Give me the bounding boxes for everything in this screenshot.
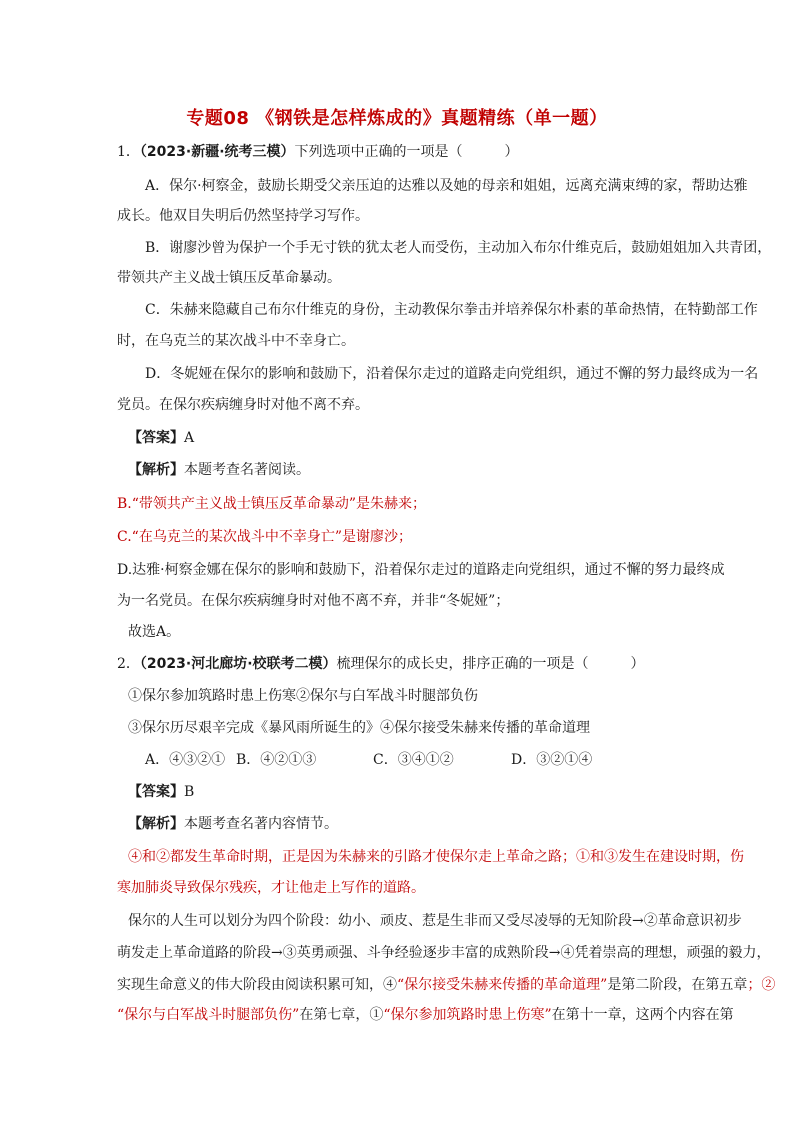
option-a-line-2: 成长。他双目失明后仍然坚持学习写作。 [117,208,369,224]
analysis-2-red-line-1: ④和②都发生革命时期，正是因为朱赫来的引路才使保尔走上革命之路；①和③发生在建设时期，伤 [128,849,744,865]
analysis-2-para-line-1: 保尔的人生可以划分为四个阶段：幼小、顽皮、惹是生非而又受尽凌辱的无知阶段→②革命意识初步 [128,913,742,929]
answer-value: A [184,430,195,446]
analysis-label: 【解析】 [128,462,184,478]
para-text: 在第十一章，这两个内容在第 [551,1007,734,1023]
analysis-2-red-line-2: 寒加肺炎导致保尔残疾，才让他走上写作的道路。 [117,880,425,896]
explanation-b: B.“带领共产主义战士镇压反革命暴动”是朱赫来； [117,496,427,512]
question-1-stem [117,142,519,162]
question-text: 梳理保尔的成长史，排序正确的一项是（ ） [336,656,645,672]
answer-2 [128,782,194,802]
analysis-2-para-line-2: 萌发走上革命道路的阶段→③英勇顽强、斗争经验逐步丰富的成熟阶段→④凭着崇高的理想，顽强的毅力， [117,945,771,961]
question-2-options [145,750,592,770]
page-title: 专题08 《钢铁是怎样炼成的》真题精练（单一题） [186,108,608,129]
option-c: C．③④①② [373,752,454,768]
question-2-stem [117,654,645,674]
option-c-line-1: C．朱赫来隐藏自己布尔什维克的身份，主动教保尔拳击并培养保尔朴素的革命热情，在特勤部工作 [145,302,758,318]
option-c-line-2: 时，在乌克兰的某次战斗中不幸身亡。 [117,333,355,349]
option-a-line-1: A．保尔·柯察金，鼓励长期受父亲压迫的达雅以及她的母亲和姐姐，远离充满束缚的家，帮助达雅 [145,178,748,194]
option-b-line-2: 带领共产主义战士镇压反革命暴动。 [117,270,341,286]
answer-1 [128,428,194,448]
analysis-label: 【解析】 [128,816,184,832]
option-d-line-2: 党员。在保尔疾病缠身时对他不离不弃。 [117,397,369,413]
conclusion-1: 故选A。 [128,624,181,640]
question-2-items-line-1: ①保尔参加筑路时患上伤寒②保尔与白军战斗时腿部负伤 [128,688,478,704]
analysis-2-para-line-4 [117,1005,734,1025]
option-b: B．④②①③ [236,752,317,768]
para-text: 在第七章，① [299,1007,384,1023]
question-source: （2023·河北廊坊·校联考二模） [139,656,337,672]
para-quote: “保尔接受朱赫来传播的革命道理” [397,977,608,993]
para-quote: “保尔参加筑路时患上伤寒” [383,1007,552,1023]
para-text: ；② [747,977,776,993]
explanation-c: C.“在乌克兰的某次战斗中不幸身亡”是谢廖沙； [117,529,412,545]
analysis-1 [128,460,310,480]
analysis-2-para-line-3 [117,975,775,995]
question-2-items-line-2: ③保尔历尽艰辛完成《暴风雨所诞生的》④保尔接受朱赫来传播的革命道理 [128,720,590,736]
question-source: （2023·新疆·统考三模） [139,144,295,160]
option-d: D．③②①④ [511,752,593,768]
explanation-d-line-2: 为一名党员。在保尔疾病缠身时对他不离不弃，并非“冬妮娅”； [117,593,510,609]
question-number: 1． [117,144,140,160]
para-text: 实现生命意义的伟大阶段由阅读积累可知，④ [117,977,397,993]
para-quote: “保尔与白军战斗时腿部负伤” [117,1007,300,1023]
explanation-d-line-1: D.达雅·柯察金娜在保尔的影响和鼓励下，沿着保尔走过的道路走向党组织，通过不懈的努力最终成 [117,562,725,578]
question-text: 下列选项中正确的一项是（ ） [294,144,519,160]
analysis-text: 本题考查名著内容情节。 [184,816,338,832]
option-d-line-1: D．冬妮娅在保尔的影响和鼓励下，沿着保尔走过的道路走向党组织，通过不懈的努力最终成为一名 [145,366,759,382]
question-number: 2． [117,656,140,672]
analysis-text: 本题考查名著阅读。 [184,462,310,478]
answer-label: 【答案】 [128,784,184,800]
para-text: 是第二阶段，在第五章 [607,977,748,993]
analysis-2 [128,814,338,834]
option-b-line-1: B．谢廖沙曾为保护一个手无寸铁的犹太老人而受伤，主动加入布尔什维克后，鼓励姐姐加入共青团， [145,240,772,256]
answer-value: B [184,784,195,800]
option-a: A．④③②① [145,752,226,768]
answer-label: 【答案】 [128,430,184,446]
